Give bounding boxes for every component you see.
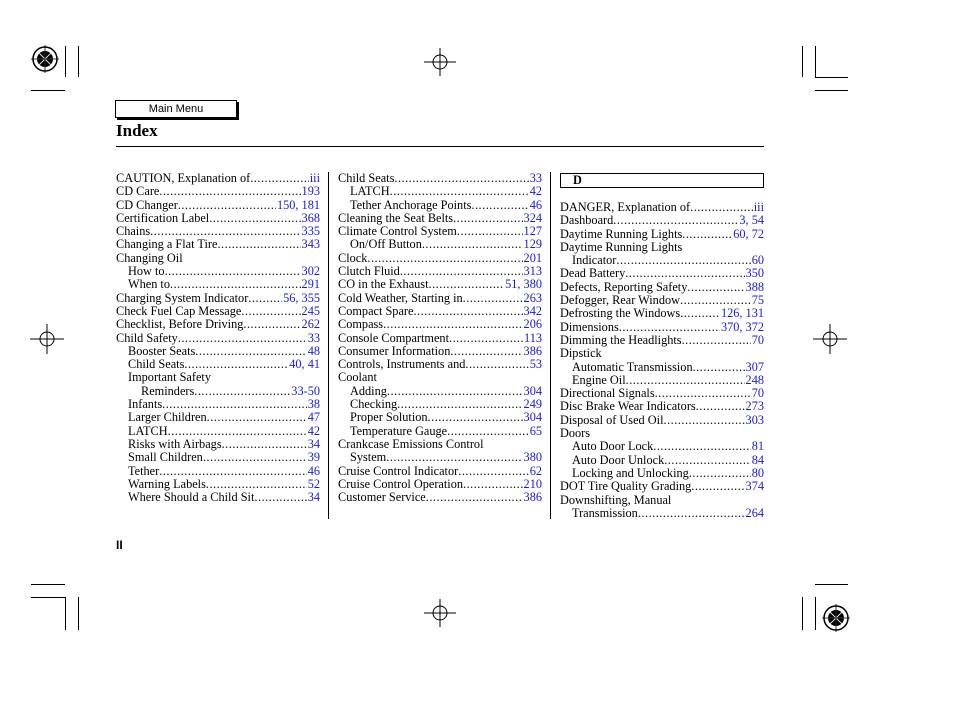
dot-leader [426, 491, 523, 504]
index-column-3 [560, 172, 764, 520]
index-entry-label: CD Care [116, 184, 160, 199]
starburst-mark-icon [822, 604, 850, 632]
index-entry-label: Dimming the Headlights [560, 332, 682, 347]
index-entry-label: Cruise Control Indicator [338, 463, 459, 478]
index-entry-label: Risks with Airbags [128, 436, 222, 451]
page-reference-link[interactable]: 47 [307, 410, 320, 425]
index-entry-label: Consumer Information [338, 343, 451, 358]
index-entry [116, 371, 320, 384]
index-entry[interactable] [116, 332, 320, 345]
index-entry-label: Temperature Gauge [350, 423, 448, 438]
index-entry-label: Adding [350, 383, 387, 398]
index-entry[interactable] [116, 265, 320, 278]
index-entry-label: CD Changer [116, 197, 178, 212]
index-entry[interactable] [338, 478, 542, 491]
page-reference-link[interactable]: 70 [751, 386, 764, 401]
page-reference-link[interactable]: 291 [301, 277, 320, 292]
page-reference-link[interactable]: 350 [745, 266, 764, 281]
index-entry[interactable] [560, 307, 764, 320]
page-reference-link[interactable]: 51, 380 [505, 277, 542, 292]
index-entry-label: Child Seats [128, 357, 185, 372]
page-reference-link[interactable]: 342 [523, 303, 542, 318]
dot-leader [471, 199, 528, 212]
index-entry[interactable] [116, 199, 320, 212]
column-divider [328, 172, 329, 519]
dot-leader [159, 465, 306, 478]
page-reference-link[interactable]: 34 [307, 490, 320, 505]
page-reference-link[interactable]: 46 [529, 197, 542, 212]
index-entry[interactable] [560, 254, 764, 267]
page-reference-link[interactable]: 56, 355 [283, 290, 320, 305]
dot-leader [159, 185, 300, 198]
dot-leader [387, 385, 523, 398]
page-reference-link[interactable]: 263 [523, 290, 542, 305]
index-entry [560, 427, 764, 440]
dot-leader [248, 292, 282, 305]
dot-leader [367, 252, 522, 265]
index-entry[interactable] [116, 425, 320, 438]
dot-leader [449, 332, 523, 345]
index-entry[interactable] [338, 465, 542, 478]
dot-leader [682, 228, 732, 241]
dot-leader [447, 425, 529, 438]
dot-leader [397, 398, 522, 411]
dot-leader [693, 361, 745, 374]
index-entry[interactable] [560, 334, 764, 347]
index-entry-label: Dead Battery [560, 266, 626, 281]
page-reference-link[interactable]: 324 [523, 210, 542, 225]
index-entry-label: Controls, Instruments and [338, 357, 466, 372]
index-entry[interactable] [338, 491, 542, 504]
index-entry-label: Tether [128, 463, 160, 478]
index-entry-label: Small Children [128, 450, 203, 465]
dot-leader [691, 480, 744, 493]
index-entry-label: Important Safety [128, 370, 211, 385]
index-entry-label: Crankcase Emissions Control [338, 436, 484, 451]
page-reference-link[interactable]: 39 [307, 450, 320, 465]
index-entry-label: Coolant [338, 370, 377, 385]
dot-leader [209, 212, 300, 225]
index-entry[interactable] [116, 305, 320, 318]
dot-leader [178, 332, 307, 345]
index-entry[interactable] [116, 411, 320, 424]
dot-leader [682, 334, 751, 347]
index-entry[interactable] [338, 278, 542, 291]
index-entry[interactable] [338, 305, 542, 318]
dot-leader [243, 318, 300, 331]
index-entry[interactable] [560, 374, 764, 387]
page-reference-link[interactable]: 248 [745, 372, 764, 387]
index-entry[interactable] [338, 385, 542, 398]
dot-leader [194, 385, 290, 398]
index-entry-label: Cleaning the Seat Belts [338, 210, 454, 225]
page-reference-link[interactable]: 201 [523, 250, 542, 265]
index-entry[interactable] [338, 238, 542, 251]
index-entry-label: Climate Control System [338, 224, 457, 239]
page-reference-link[interactable]: iii [309, 171, 320, 185]
index-entry-label: Disc Brake Wear Indicators [560, 399, 696, 414]
dot-leader [463, 292, 523, 305]
index-entry[interactable] [116, 358, 320, 371]
page-reference-link[interactable]: 40, 41 [289, 357, 320, 372]
index-entry-label: Compact Spare [338, 303, 414, 318]
index-entry[interactable] [338, 172, 542, 185]
dot-leader [680, 294, 751, 307]
index-entry[interactable] [338, 332, 542, 345]
index-entry-label: Warning Labels [128, 476, 206, 491]
index-entry-label: Dipstick [560, 346, 602, 361]
dot-leader [619, 321, 720, 334]
dot-leader [690, 201, 753, 214]
page-reference-link[interactable]: 303 [745, 412, 764, 427]
page-reference-link[interactable]: 307 [745, 359, 764, 374]
dot-leader [457, 225, 523, 238]
dot-leader [390, 185, 529, 198]
index-entry[interactable] [338, 411, 542, 424]
page-reference-link[interactable]: 264 [745, 505, 764, 520]
page-reference-link[interactable]: 70 [751, 332, 764, 347]
index-entry-label: Where Should a Child Sit [128, 490, 255, 505]
dot-leader [450, 345, 522, 358]
index-entry[interactable] [560, 361, 764, 374]
index-entry[interactable] [560, 214, 764, 227]
page-reference-link[interactable]: 81 [751, 439, 764, 454]
dot-leader [638, 507, 745, 520]
column-divider [550, 172, 551, 519]
page-reference-link[interactable]: 60, 72 [733, 226, 764, 241]
index-entry-label: Proper Solution [350, 410, 428, 425]
index-entry-label: Check Fuel Cap Message [116, 303, 242, 318]
index-entry-label: DANGER, Explanation of [560, 200, 691, 214]
index-entry[interactable] [116, 451, 320, 464]
dot-leader [206, 478, 307, 491]
index-entry[interactable] [116, 438, 320, 451]
page-reference-link[interactable]: 129 [523, 237, 542, 252]
index-entry[interactable] [116, 212, 320, 225]
page-reference-link[interactable]: 386 [523, 343, 542, 358]
index-column-2 [338, 172, 542, 504]
dot-leader [458, 465, 528, 478]
page-reference-link[interactable]: 84 [751, 452, 764, 467]
index-entry-label: System [350, 450, 387, 465]
dot-leader [195, 345, 306, 358]
index-entry[interactable] [116, 465, 320, 478]
page-reference-link[interactable]: 53 [529, 357, 542, 372]
index-entry-label: When to [128, 277, 171, 292]
index-entry[interactable] [116, 172, 320, 185]
index-entry-label: Auto Door Unlock [572, 452, 665, 467]
index-entry-label: Directional Signals [560, 386, 655, 401]
index-entry-label: Booster Seats [128, 343, 196, 358]
index-entry-label: Changing Oil [116, 250, 183, 265]
page-reference-link[interactable]: 33 [529, 171, 542, 185]
index-entry[interactable] [338, 345, 542, 358]
index-entry[interactable] [560, 201, 764, 214]
page-reference-link[interactable]: 33-50 [291, 383, 320, 398]
index-entry[interactable] [560, 281, 764, 294]
dot-leader [162, 398, 307, 411]
index-entry-label: DOT Tire Quality Grading [560, 479, 692, 494]
index-entry[interactable] [116, 225, 320, 238]
page-reference-link[interactable]: 304 [523, 383, 542, 398]
index-entry [338, 371, 542, 384]
index-entry-label: Engine Oil [572, 372, 626, 387]
index-entry-label: Daytime Running Lights [560, 239, 683, 254]
index-entry[interactable] [338, 265, 542, 278]
page-reference-link[interactable]: 126, 131 [720, 306, 764, 321]
registration-target-icon [423, 599, 457, 627]
page-reference-link[interactable]: 62 [529, 463, 542, 478]
dot-leader [465, 358, 528, 371]
index-entry[interactable] [560, 507, 764, 520]
page-reference-link[interactable]: 302 [301, 264, 320, 279]
index-entry[interactable] [560, 228, 764, 241]
index-entry-label: Customer Service [338, 490, 426, 505]
index-entry[interactable] [338, 451, 542, 464]
index-entry[interactable] [560, 454, 764, 467]
index-entry-label: Certification Label [116, 210, 210, 225]
index-entry[interactable] [338, 212, 542, 225]
page-reference-link[interactable]: 127 [523, 224, 542, 239]
index-entry [560, 494, 764, 507]
page-reference-link[interactable]: 374 [745, 479, 764, 494]
page-reference-link[interactable]: 46 [307, 463, 320, 478]
dot-leader [150, 225, 300, 238]
page-reference-link[interactable]: 75 [751, 293, 764, 308]
index-entry-label: Dimensions [560, 319, 619, 334]
dot-leader [178, 199, 276, 212]
page-reference-link[interactable]: 380 [523, 450, 542, 465]
index-entry-label: Defogger, Rear Window [560, 293, 681, 308]
index-entry-label: Clutch Fluid [338, 264, 400, 279]
index-entry[interactable] [560, 321, 764, 334]
dot-leader [453, 212, 522, 225]
index-entry-label: Cruise Control Operation [338, 476, 463, 491]
dot-leader [616, 254, 750, 267]
index-entry[interactable] [560, 480, 764, 493]
page-reference-link[interactable]: 42 [307, 423, 320, 438]
dot-leader [386, 451, 522, 464]
index-entry-label: Dashboard [560, 213, 614, 228]
index-entry[interactable] [560, 294, 764, 307]
page-reference-link[interactable]: 206 [523, 317, 542, 332]
page-reference-link[interactable]: 273 [745, 399, 764, 414]
section-header: D [560, 173, 764, 188]
index-entry[interactable] [338, 358, 542, 371]
index-entry[interactable] [338, 318, 542, 331]
page-reference-link[interactable]: 368 [301, 210, 320, 225]
index-entry-label: Cold Weather, Starting in [338, 290, 463, 305]
dot-leader [655, 387, 751, 400]
index-entry-label: Locking and Unlocking [572, 465, 689, 480]
dot-leader [463, 478, 523, 491]
page-reference-link[interactable]: 313 [523, 264, 542, 279]
page-number: II [116, 538, 123, 552]
dot-leader [696, 400, 745, 413]
page-reference-link[interactable]: 48 [307, 343, 320, 358]
index-entry-label: Checklist, Before Driving [116, 317, 244, 332]
index-entry[interactable] [338, 225, 542, 238]
index-entry [560, 241, 764, 254]
dot-leader [254, 491, 306, 504]
registration-target-icon [813, 324, 847, 354]
dot-leader [653, 440, 750, 453]
index-entry-label: Clock [338, 250, 368, 265]
dot-leader [168, 425, 307, 438]
index-entry-label: Tether Anchorage Points [350, 197, 472, 212]
index-column-1 [116, 172, 320, 504]
dot-leader [241, 305, 300, 318]
index-entry-label: LATCH [350, 184, 390, 199]
index-entry[interactable] [116, 278, 320, 291]
registration-target-icon [30, 324, 64, 354]
index-entry [116, 252, 320, 265]
page-reference-link[interactable]: iii [753, 200, 764, 214]
page-reference-link[interactable]: 335 [301, 224, 320, 239]
index-entry-label: Child Safety [116, 330, 178, 345]
page-reference-link[interactable]: 3, 54 [739, 213, 764, 228]
index-entry[interactable] [338, 185, 542, 198]
index-entry-label: Doors [560, 426, 591, 441]
index-entry-label: Downshifting, Manual [560, 492, 672, 507]
main-menu-button[interactable]: Main Menu [115, 100, 237, 118]
dot-leader [687, 281, 744, 294]
dot-leader [184, 358, 288, 371]
starburst-mark-icon [31, 45, 59, 73]
page-reference-link[interactable]: 249 [523, 397, 542, 412]
page-title: Index [116, 121, 158, 140]
index-entry-label: Larger Children [128, 410, 207, 425]
page-reference-link[interactable]: 245 [301, 303, 320, 318]
title-rule [116, 146, 764, 147]
index-entry-label: Defects, Reporting Safety [560, 279, 688, 294]
index-entry[interactable] [116, 292, 320, 305]
index-entry[interactable] [338, 425, 542, 438]
index-entry[interactable] [116, 478, 320, 491]
index-entry[interactable] [560, 387, 764, 400]
dot-leader [207, 411, 307, 424]
index-entry-label: Charging System Indicator [116, 290, 249, 305]
index-entry-label: How to [128, 264, 165, 279]
dot-leader [625, 267, 744, 280]
page-reference-link[interactable]: 65 [529, 423, 542, 438]
index-entry-label: Automatic Transmission [572, 359, 693, 374]
index-entry[interactable] [338, 199, 542, 212]
dot-leader [664, 414, 745, 427]
index-entry-label: CAUTION, Explanation of [116, 171, 251, 185]
index-entry[interactable] [560, 400, 764, 413]
dot-leader [250, 172, 309, 185]
index-entry-label: Auto Door Lock [572, 439, 654, 454]
dot-leader [222, 438, 307, 451]
page-reference-link[interactable]: 386 [523, 490, 542, 505]
dot-leader [203, 451, 307, 464]
index-entry-label: Compass [338, 317, 384, 332]
index-entry-label: Defrosting the Windows [560, 306, 681, 321]
page-reference-link[interactable]: 113 [524, 330, 542, 345]
page-reference-link[interactable]: 38 [307, 397, 320, 412]
index-entry[interactable] [116, 491, 320, 504]
index-entry[interactable] [116, 385, 320, 398]
page-reference-link[interactable]: 304 [523, 410, 542, 425]
index-entry-label: Indicator [572, 253, 617, 268]
dot-leader [613, 214, 738, 227]
page-reference-link[interactable]: 343 [301, 237, 320, 252]
index-entry[interactable] [116, 318, 320, 331]
dot-leader [165, 265, 301, 278]
registration-target-icon [423, 48, 457, 76]
page-reference-link[interactable]: 80 [751, 465, 764, 480]
index-entry [338, 438, 542, 451]
dot-leader [422, 238, 523, 251]
index-entry-label: CO in the Exhaust [338, 277, 429, 292]
dot-leader [664, 454, 750, 467]
page-reference-link[interactable]: 52 [307, 476, 320, 491]
dot-leader [383, 318, 522, 331]
page-reference-link[interactable]: 262 [301, 317, 320, 332]
index-entry[interactable] [560, 467, 764, 480]
index-entry-label: Child Seats [338, 171, 395, 185]
index-entry[interactable] [116, 398, 320, 411]
index-entry-label: Console Compartment [338, 330, 450, 345]
dot-leader [217, 238, 300, 251]
index-entry-label: Transmission [572, 505, 638, 520]
index-entry[interactable] [560, 267, 764, 280]
dot-leader [170, 278, 301, 291]
page-reference-link[interactable]: 60 [751, 253, 764, 268]
dot-leader [428, 411, 523, 424]
page-reference-link[interactable]: 42 [529, 184, 542, 199]
index-entry-label: Checking [350, 397, 398, 412]
dot-leader [429, 278, 505, 291]
page-reference-link[interactable]: 388 [745, 279, 764, 294]
index-entry [560, 347, 764, 360]
index-entry-label: Infants [128, 397, 163, 412]
index-entry[interactable] [338, 252, 542, 265]
dot-leader [689, 467, 751, 480]
page-reference-link[interactable]: 370, 372 [720, 319, 764, 334]
index-entry[interactable] [338, 398, 542, 411]
index-entry[interactable] [560, 440, 764, 453]
index-entry-label: Changing a Flat Tire [116, 237, 218, 252]
index-entry-label: Daytime Running Lights [560, 226, 683, 241]
page-reference-link[interactable]: 193 [301, 184, 320, 199]
index-entry-label: LATCH [128, 423, 168, 438]
index-entry[interactable] [560, 414, 764, 427]
index-entry-label: Disposal of Used Oil [560, 412, 664, 427]
dot-leader [413, 305, 522, 318]
dot-leader [400, 265, 523, 278]
index-entry[interactable] [116, 185, 320, 198]
dot-leader [394, 172, 528, 185]
index-entry-label: On/Off Button [350, 237, 422, 252]
page-reference-link[interactable]: 210 [523, 476, 542, 491]
index-entry-label: Reminders [141, 383, 195, 398]
dot-leader [626, 374, 745, 387]
index-entry[interactable] [338, 292, 542, 305]
index-entry[interactable] [116, 238, 320, 251]
dot-leader [680, 307, 720, 320]
index-entry-label: Chains [116, 224, 151, 239]
index-entry[interactable] [116, 345, 320, 358]
page-reference-link[interactable]: 34 [307, 436, 320, 451]
page-reference-link[interactable]: 33 [307, 330, 320, 345]
page-reference-link[interactable]: 150, 181 [276, 197, 320, 212]
